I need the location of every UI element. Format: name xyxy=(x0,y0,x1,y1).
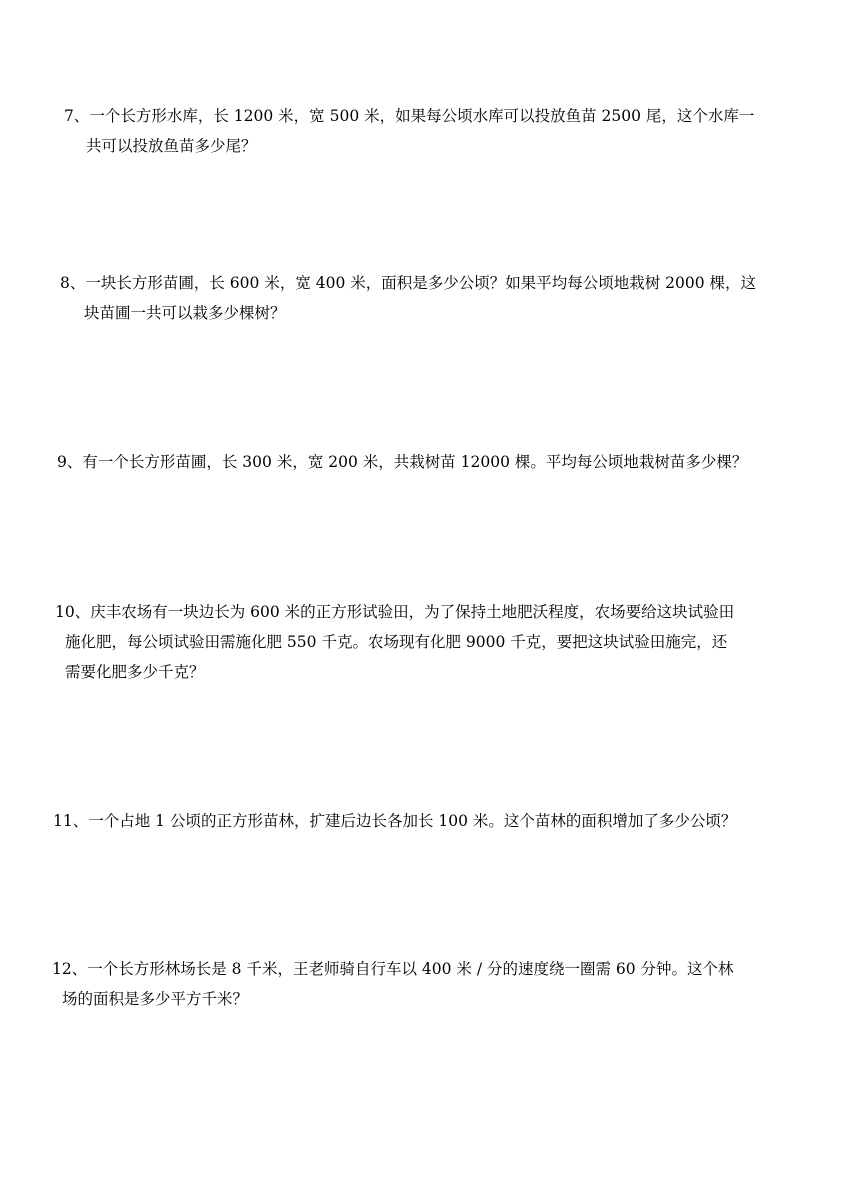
problem-number: 11、 xyxy=(53,812,89,830)
problem-text: 庆丰农场有一块边长为 600 米的正方形试验田，为了保持土地肥沃程度，农场要给这块试验田 xyxy=(90,603,735,621)
problem-11 xyxy=(53,806,736,836)
problem-12-line-2 xyxy=(52,984,734,1014)
problem-number: 7、 xyxy=(64,107,90,125)
problem-text: 一个长方形林场长是 8 千米，王老师骑自行车以 400 米 / 分的速度绕一圈需 60 分钟。这个林 xyxy=(87,960,734,978)
problem-7 xyxy=(64,101,754,161)
problem-text: 共可以投放鱼苗多少尾？ xyxy=(86,137,257,155)
problem-10-line-2 xyxy=(55,627,734,657)
problem-number: 12、 xyxy=(52,960,88,978)
problem-10 xyxy=(55,597,734,687)
problem-12-line-1 xyxy=(52,954,734,984)
problem-8-line-2 xyxy=(60,298,756,328)
problem-number: 10、 xyxy=(55,603,91,621)
problem-text: 一块长方形苗圃，长 600 米，宽 400 米，面积是多少公顷？如果平均每公顷地栽树 2000 棵，这 xyxy=(85,274,757,292)
problem-10-line-3 xyxy=(55,657,734,687)
problem-10-line-1 xyxy=(55,597,734,627)
problem-9 xyxy=(57,447,747,477)
problem-text: 有一个长方形苗圃，长 300 米，宽 200 米，共栽树苗 12000 棵。平均每公顷地栽树苗多少棵？ xyxy=(82,453,748,471)
problem-12 xyxy=(52,954,734,1014)
problem-number: 9、 xyxy=(57,453,83,471)
problem-8-line-1 xyxy=(60,268,756,298)
problem-text: 场的面积是多少平方千米？ xyxy=(62,990,249,1008)
problem-7-line-2 xyxy=(64,131,754,161)
problem-9-line-1 xyxy=(57,447,747,477)
problem-text: 施化肥，每公顷试验田需施化肥 550 千克。农场现有化肥 9000 千克，要把这块试验田施完，还 xyxy=(65,633,728,651)
problem-number: 8、 xyxy=(60,274,86,292)
problem-8 xyxy=(60,268,756,328)
problem-text: 块苗圃一共可以栽多少棵树？ xyxy=(84,304,286,322)
problem-7-line-1 xyxy=(64,101,754,131)
problem-text: 一个占地 1 公顷的正方形苗林，扩建后边长各加长 100 米。这个苗林的面积增加了多少公顷？ xyxy=(88,812,737,830)
problem-11-line-1 xyxy=(53,806,736,836)
problem-text: 需要化肥多少千克？ xyxy=(65,663,205,681)
problem-text: 一个长方形水库，长 1200 米，宽 500 米，如果每公顷水库可以投放鱼苗 2500 尾，这个水库一 xyxy=(89,107,755,125)
